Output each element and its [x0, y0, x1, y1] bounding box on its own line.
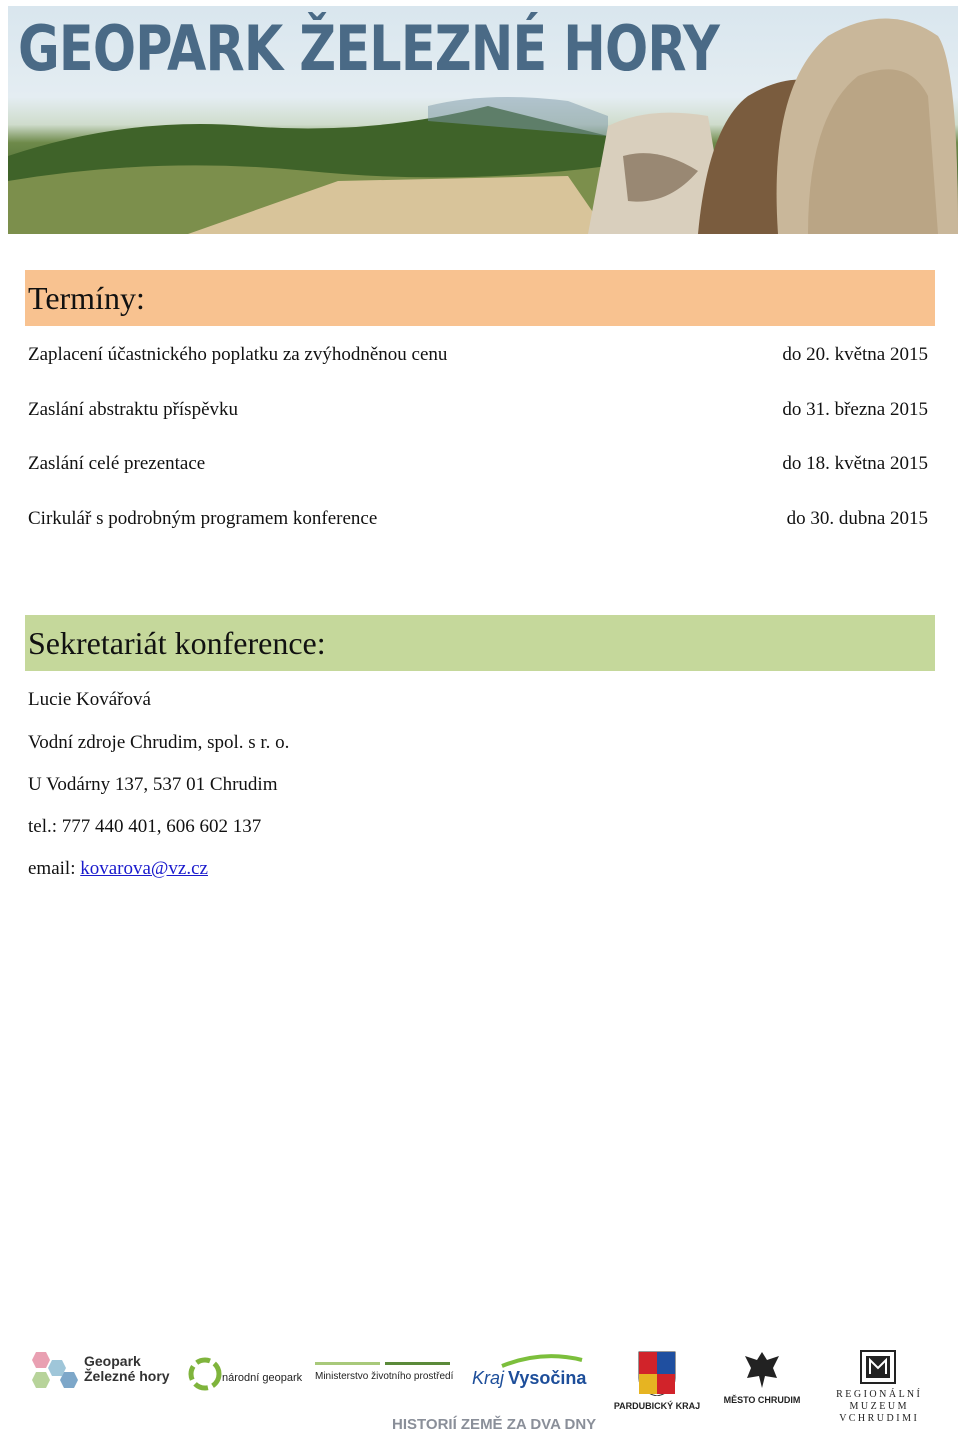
term-label: Zaslání celé prezentace — [28, 453, 206, 474]
contact-address: U Vodárny 137, 537 01 Chrudim — [28, 774, 278, 795]
term-date: do 30. dubna 2015 — [786, 508, 928, 529]
narodni-geopark-logo — [188, 1356, 303, 1397]
geopark-logo — [28, 1350, 170, 1399]
pardubicky-kraj-logo — [612, 1350, 702, 1411]
geopark-circle-icon — [188, 1356, 222, 1392]
email-label: email: — [28, 858, 81, 879]
slogan: HISTORIÍ ZEMĚ ZA DVA DNY — [392, 1416, 597, 1433]
muzeum-line1: R E G I O N Á L N Í — [836, 1389, 920, 1400]
museum-emblem-icon — [860, 1350, 896, 1384]
term-label: Cirkulář s podrobným programem konference — [28, 508, 378, 529]
ministerstvo-logo — [315, 1362, 454, 1382]
contact-name: Lucie Kovářová — [28, 689, 151, 710]
secretariat-heading: Sekretariát konference: — [25, 615, 935, 671]
term-label: Zaplacení účastnického poplatku za zvýhodněnou cenu — [28, 344, 448, 365]
coat-of-arms-icon — [637, 1350, 677, 1396]
header-banner — [8, 6, 958, 234]
muzeum-logo — [826, 1350, 930, 1425]
eagle-icon — [743, 1348, 781, 1390]
muzeum-line2: M U Z E U M — [849, 1401, 907, 1412]
mesto-chrudim-logo — [722, 1348, 802, 1405]
kraj-label: Kraj — [472, 1368, 505, 1388]
term-date: do 20. května 2015 — [782, 344, 928, 365]
geopark-line2: Železné hory — [84, 1368, 170, 1384]
contact-company: Vodní zdroje Chrudim, spol. s r. o. — [28, 732, 290, 753]
term-label: Zaslání abstraktu příspěvku — [28, 399, 239, 420]
geopark-hexagon-icon — [28, 1350, 80, 1394]
narodni-label: národní geopark — [222, 1372, 303, 1384]
ministerstvo-label: Ministerstvo životního prostředí — [315, 1371, 454, 1382]
contact-email-line — [28, 858, 208, 880]
contact-phone: tel.: 777 440 401, 606 602 137 — [28, 816, 262, 837]
term-date: do 18. května 2015 — [782, 453, 928, 474]
mesto-label: MĚSTO CHRUDIM — [723, 1395, 801, 1405]
pardubicky-label: PARDUBICKÝ KRAJ — [613, 1401, 701, 1411]
muzeum-line3: V C H R U D I M I — [839, 1413, 917, 1424]
terms-heading: Termíny: — [25, 270, 935, 326]
banner-title: GEOPARK ŽELEZNÉ HORY — [18, 12, 719, 85]
geopark-line1: Geopark — [84, 1353, 141, 1369]
swoosh-icon — [472, 1354, 584, 1368]
term-date: do 31. března 2015 — [782, 399, 928, 420]
email-link[interactable]: kovarova@vz.cz — [80, 858, 208, 879]
vysocina-label: Vysočina — [508, 1368, 587, 1388]
partner-logos — [0, 1340, 960, 1436]
